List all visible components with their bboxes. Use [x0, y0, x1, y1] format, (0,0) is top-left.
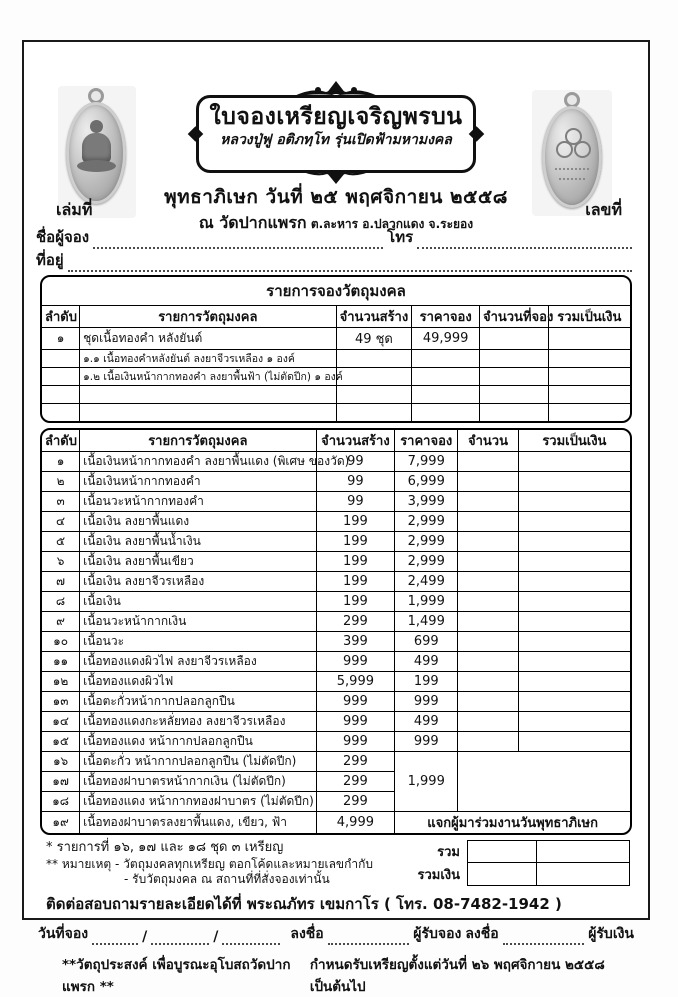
date-year-field[interactable]: [222, 928, 280, 945]
table-row: [42, 732, 630, 752]
cell-qty-made: [336, 404, 412, 422]
cell-price: 2,999: [395, 532, 458, 552]
date-month-field[interactable]: [151, 928, 209, 945]
contact-line: ติดต่อสอบถามรายละเอียดได้ที่ พระณภัทร เขมกาโร ( โทร. 08-7482-1942 ): [46, 895, 562, 914]
cell-no: [42, 386, 80, 404]
column-header: ราคาจอง: [412, 306, 480, 328]
cell-item: เนื้อทองฝาบาตรลงยาพื้นแดง, เขียว, ฟ้า: [80, 812, 316, 834]
cell-total[interactable]: [548, 350, 630, 368]
cell-qty-made: 4,999: [316, 812, 395, 834]
column-header: รวมเป็นเงิน: [548, 306, 630, 328]
receiver-label: ผู้รับจอง: [413, 926, 462, 943]
table-row: [42, 652, 630, 672]
cell-qty-reserved[interactable]: [458, 712, 519, 732]
cell-item: ๑.๒ เนื้อเงินหน้ากากทองคำ ลงยาพื้นฟ้า (ไม่ตัดปีก) ๑ องค์: [80, 368, 336, 386]
cell-total[interactable]: [518, 692, 630, 712]
table-row: [42, 752, 630, 772]
cell-price: 199: [395, 672, 458, 692]
cell-no: ๖: [42, 552, 80, 572]
cell-qty-reserved[interactable]: [458, 652, 519, 672]
ceremony-date: พุทธาภิเษก วันที่ ๒๕ พฤศจิกายน ๒๕๕๘: [164, 186, 508, 208]
cell-item: เนื้อตะกั่วหน้ากากปลอกลูกปืน: [80, 692, 316, 712]
cell-qty-made: 999: [316, 692, 395, 712]
total-amount-field[interactable]: [537, 863, 629, 885]
form-title: ใบจองเหรียญเจริญพรบน: [209, 104, 463, 130]
cell-item: เนื้อทองแดงผิวไฟ: [80, 672, 316, 692]
note-pickup-location: - รับวัตถุมงคล ณ สถานที่ที่สั่งจองเท่านั้น: [124, 872, 330, 887]
cell-total[interactable]: [518, 512, 630, 532]
gold-set-table: [40, 275, 632, 423]
cell-no: ๑๔: [42, 712, 80, 732]
cell-no: ๗: [42, 572, 80, 592]
cell-no: ๑๕: [42, 732, 80, 752]
address-field[interactable]: [68, 255, 632, 272]
cell-price: 1,999: [395, 592, 458, 612]
pickup-date-text: กำหนดรับเหรียญตั้งแต่วันที่ ๒๖ พฤศจิกายน ๒๕๕๘ เป็นต้นไป: [309, 957, 605, 996]
cell-qty-made: 49 ชุด: [336, 328, 412, 350]
table-row: [42, 612, 630, 632]
cell-total[interactable]: [518, 572, 630, 592]
cell-price: 2,999: [395, 512, 458, 532]
cell-qty-made: 999: [316, 712, 395, 732]
column-header: จำนวนสร้าง: [316, 430, 395, 452]
cashier-signature-field[interactable]: [503, 928, 585, 945]
cell-qty-made: 199: [316, 552, 395, 572]
cell-no: ๔: [42, 512, 80, 532]
table2-header-row: [42, 430, 630, 452]
note-sets: * รายการที่ ๑๖, ๑๗ และ ๑๘ ชุด ๓ เหรียญ: [46, 840, 284, 855]
cell-qty-made: 199: [316, 512, 395, 532]
table-row: [42, 592, 630, 612]
cell-qty-made: 299: [316, 772, 395, 792]
frame-ornament-top: [288, 81, 384, 101]
cell-total[interactable]: [518, 672, 630, 692]
cell-price: [412, 386, 480, 404]
yantra-circle-icon: [556, 141, 573, 158]
cell-item: เนื้อเงิน ลงยาพื้นเขียว: [80, 552, 316, 572]
monk-figure-icon: [90, 120, 103, 133]
cell-no: ๑๖: [42, 752, 80, 772]
cell-item: เนื้อตะกั่ว หน้ากากปลอกลูกปืน (ไม่ตัดปีก): [80, 752, 316, 772]
reserver-name-label: ชื่อผู้จอง: [36, 228, 90, 246]
cell-price: 7,999: [395, 452, 458, 472]
cell-price: [412, 404, 480, 422]
cell-no: ๑: [42, 452, 80, 472]
receiver-signature-field[interactable]: [328, 928, 410, 945]
cell-qty-made: [336, 368, 412, 386]
cell-total[interactable]: [518, 612, 630, 632]
sign-label-2: ลงชื่อ: [465, 926, 499, 943]
cell-qty-reserved[interactable]: [458, 732, 519, 752]
cell-no: ๒: [42, 472, 80, 492]
total-money-label: รวมเงิน: [417, 868, 460, 883]
cell-item: เนื้อเงิน: [80, 592, 316, 612]
cell-qty-reserved[interactable]: [458, 612, 519, 632]
cell-item: [80, 404, 336, 422]
cell-price: 49,999: [412, 328, 480, 350]
cell-qty-made: 5,999: [316, 672, 395, 692]
cell-total[interactable]: [518, 632, 630, 652]
temple-address: ต.ละหาร อ.ปลวกแดง จ.ระยอง: [310, 217, 474, 231]
cell-price: 2,999: [395, 552, 458, 572]
cell-price: 3,999: [395, 492, 458, 512]
cell-item: เนื้อเงิน ลงยาพื้นน้ำเงิน: [80, 532, 316, 552]
footer: [62, 953, 624, 997]
cell-qty-made: 299: [316, 752, 395, 772]
sign-label-1: ลงชื่อ: [290, 926, 324, 943]
column-header: รวมเป็นเงิน: [518, 430, 630, 452]
cell-price: 6,999: [395, 472, 458, 492]
phone-label: โทร: [387, 228, 414, 246]
cell-total[interactable]: [548, 386, 630, 404]
cell-fill-merged[interactable]: [458, 752, 630, 812]
cell-price: 499: [395, 652, 458, 672]
table-row: [42, 350, 630, 368]
cell-no: ๘: [42, 592, 80, 612]
cell-item: เนื้อเงินหน้ากากทองคำ ลงยาพื้นแดง (พิเศษ ของวัด): [80, 452, 316, 472]
cell-qty-made: 299: [316, 612, 395, 632]
sum-qty-field[interactable]: [468, 841, 537, 862]
cell-no: ๙: [42, 612, 80, 632]
amulet-price-table: [40, 428, 632, 835]
cell-qty-reserved[interactable]: [479, 350, 548, 368]
cell-qty-reserved[interactable]: [458, 572, 519, 592]
cell-no: [42, 404, 80, 422]
cell-item: ชุดเนื้อทองคำ หลังยันต์: [80, 328, 336, 350]
cell-qty-reserved[interactable]: [458, 512, 519, 532]
ceremony-info: [24, 182, 648, 236]
yantra-script: [559, 178, 585, 180]
column-header: รายการวัตถุมงคล: [80, 430, 316, 452]
cell-no: ๑: [42, 328, 80, 350]
column-header: จำนวนที่จอง: [479, 306, 548, 328]
cell-price-merged: 1,999: [395, 752, 458, 812]
cell-total[interactable]: [518, 472, 630, 492]
cell-qty-made: 199: [316, 572, 395, 592]
table-row: [42, 404, 630, 422]
column-header: ลำดับ: [42, 430, 80, 452]
cell-no: [42, 350, 80, 368]
table-row: [42, 552, 630, 572]
table-row: [42, 692, 630, 712]
date-day-field[interactable]: [92, 928, 138, 945]
table-row: [42, 328, 630, 350]
column-header: รายการวัตถุมงคล: [80, 306, 336, 328]
cell-item: เนื้อทองแดง หน้ากากทองฝาบาตร (ไม่ตัดปีก): [80, 792, 316, 812]
cell-item: เนื้อทองแดงผิวไฟ ลงยาจีวรเหลือง: [80, 652, 316, 672]
cell-no: ๑๗: [42, 772, 80, 792]
cell-price: 999: [395, 692, 458, 712]
table-row: [42, 386, 630, 404]
cell-qty-reserved[interactable]: [458, 692, 519, 712]
cell-qty-reserved[interactable]: [458, 472, 519, 492]
cell-qty-reserved[interactable]: [479, 404, 548, 422]
form-sheet: [22, 40, 650, 996]
cell-price: 999: [395, 732, 458, 752]
sum-amount-field[interactable]: [537, 841, 629, 862]
yantra-script: [555, 168, 589, 170]
serial-no-label: เลขที่: [585, 200, 622, 219]
total-qty-field[interactable]: [468, 863, 537, 885]
cell-qty-made: 999: [316, 652, 395, 672]
cell-qty-reserved[interactable]: [458, 492, 519, 512]
cell-qty-reserved[interactable]: [458, 632, 519, 652]
table-row: [42, 712, 630, 732]
notes-totals-section: [46, 840, 630, 888]
column-header: ลำดับ: [42, 306, 80, 328]
cell-qty-reserved[interactable]: [479, 368, 548, 386]
note-remark: ** หมายเหตุ - วัตถุมงคลทุกเหรียญ ตอกโค้ดและหมายเลขกำกับ: [46, 856, 374, 871]
cell-total[interactable]: [518, 712, 630, 732]
purpose-text: **วัตถุประสงค์ เพื่อบูรณะอุโบสถวัดปากแพรก **: [62, 957, 291, 996]
cell-qty-made: 99: [316, 472, 395, 492]
cell-price: [412, 368, 480, 386]
table-row: [42, 632, 630, 652]
cell-giveaway: แจกผู้มาร่วมงานวันพุทธาภิเษก: [395, 812, 630, 834]
cell-qty-reserved[interactable]: [458, 592, 519, 612]
cell-no: [42, 368, 80, 386]
cell-price: 2,499: [395, 572, 458, 592]
cell-item: [80, 386, 336, 404]
cell-no: ๑๐: [42, 632, 80, 652]
notes: [46, 840, 398, 888]
cell-total[interactable]: [518, 492, 630, 512]
cell-price: 699: [395, 632, 458, 652]
totals-box: [398, 840, 630, 888]
cell-total[interactable]: [518, 552, 630, 572]
cell-qty-made: 199: [316, 532, 395, 552]
cell-no: ๑๙: [42, 812, 80, 834]
cell-no: ๓: [42, 492, 80, 512]
column-header: จำนวน: [458, 430, 519, 452]
booking-date-label: วันที่จอง: [38, 926, 89, 943]
cell-qty-made: 99: [316, 452, 395, 472]
table-row: [42, 572, 630, 592]
cell-qty-made: [336, 386, 412, 404]
table-row: [42, 492, 630, 512]
cell-qty-made: 299: [316, 792, 395, 812]
yantra-circle-icon: [574, 141, 591, 158]
cell-qty-made: 99: [316, 492, 395, 512]
cell-price: [412, 350, 480, 368]
table1-title: รายการจองวัตถุมงคล: [42, 277, 630, 306]
temple-name: ณ วัดปากแพรก: [198, 213, 307, 232]
table-row: [42, 532, 630, 552]
cell-total[interactable]: [548, 368, 630, 386]
volume-no-label: เล่มที่: [56, 200, 93, 219]
form-subtitle: หลวงปู่ฟู อติภทฺโท รุ่นเปิดฟ้ามหามงคล: [220, 131, 452, 148]
cell-qty-reserved[interactable]: [458, 672, 519, 692]
cell-no: ๕: [42, 532, 80, 552]
cell-item: เนื้อทองฝาบาตรหน้ากากเงิน (ไม่ตัดปีก): [80, 772, 316, 792]
cell-item: เนื้อเงิน ลงยาจีวรเหลือง: [80, 572, 316, 592]
cell-item: เนื้อนวะหน้ากากเงิน: [80, 612, 316, 632]
cell-total[interactable]: [518, 732, 630, 752]
signature-section: วันที่จอง / / ลงชื่อ ผู้รับจอง ลงชื่อ ผู้รับเงิน: [38, 923, 634, 945]
cell-no: ๑๘: [42, 792, 80, 812]
cashier-label: ผู้รับเงิน: [588, 926, 635, 943]
cell-item: ๑.๑ เนื้อทองคำหลังยันต์ ลงยาจีวรเหลือง ๑ องค์: [80, 350, 336, 368]
cell-total[interactable]: [518, 592, 630, 612]
cell-total[interactable]: [518, 652, 630, 672]
cell-qty-made: [336, 350, 412, 368]
column-header: จำนวนสร้าง: [336, 306, 412, 328]
cell-no: ๑๒: [42, 672, 80, 692]
cell-item: เนื้อเงินหน้ากากทองคำ: [80, 472, 316, 492]
cell-qty-reserved[interactable]: [458, 532, 519, 552]
table-row: [42, 472, 630, 492]
cell-qty-reserved[interactable]: [479, 328, 548, 350]
table-row: [42, 368, 630, 386]
table-row: [42, 672, 630, 692]
table-row: [42, 812, 630, 834]
cell-price: 499: [395, 712, 458, 732]
cell-no: ๑๓: [42, 692, 80, 712]
table1-header-row: [42, 306, 630, 328]
cell-total[interactable]: [518, 532, 630, 552]
cell-total[interactable]: [518, 452, 630, 472]
table-row: [42, 452, 630, 472]
table-row: [42, 512, 630, 532]
cell-total[interactable]: [548, 404, 630, 422]
cell-qty-made: 999: [316, 732, 395, 752]
cell-qty-made: 199: [316, 592, 395, 612]
title-frame: [196, 95, 476, 173]
cell-qty-reserved[interactable]: [458, 452, 519, 472]
cell-qty-made: 399: [316, 632, 395, 652]
cell-item: เนื้อนวะหน้ากากทองคำ: [80, 492, 316, 512]
sum-label: รวม: [437, 845, 460, 860]
cell-qty-reserved[interactable]: [479, 386, 548, 404]
cell-item: เนื้อนวะ: [80, 632, 316, 652]
cell-no: ๑๑: [42, 652, 80, 672]
cell-qty-reserved[interactable]: [458, 552, 519, 572]
address-label: ที่อยู่: [36, 251, 64, 269]
cell-total[interactable]: [548, 328, 630, 350]
cell-item: เนื้อเงิน ลงยาพื้นแดง: [80, 512, 316, 532]
cell-item: เนื้อทองแดง หน้ากากปลอกลูกปืน: [80, 732, 316, 752]
cell-price: 1,499: [395, 612, 458, 632]
header: [24, 42, 648, 232]
ceremony-location: [24, 211, 648, 236]
column-header: ราคาจอง: [395, 430, 458, 452]
cell-item: เนื้อทองแดงกะหลั่ยทอง ลงยาจีวรเหลือง: [80, 712, 316, 732]
